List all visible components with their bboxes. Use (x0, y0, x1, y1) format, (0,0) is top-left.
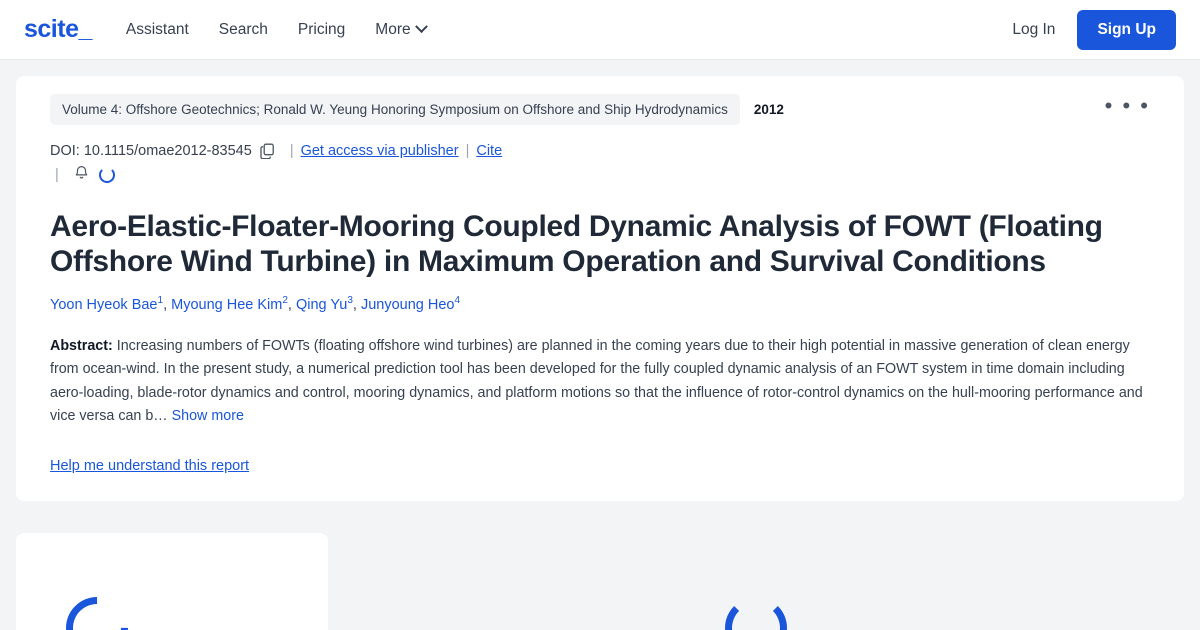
scite-logo[interactable]: scite_ (24, 15, 92, 43)
paper-card (16, 76, 1184, 501)
more-options-icon[interactable]: • • • (1104, 92, 1150, 118)
sign-up-button[interactable]: Sign Up (1077, 10, 1176, 50)
author-sep: , (163, 297, 172, 314)
page-body (0, 60, 1200, 517)
nav-item-label: Assistant (125, 20, 189, 38)
author-link[interactable] (50, 297, 163, 313)
nav-item-assistant[interactable] (126, 21, 189, 39)
author-link[interactable] (296, 297, 353, 313)
copy-icon[interactable] (260, 143, 275, 163)
main-nav (126, 21, 426, 39)
author-name: Qing Yu (295, 297, 348, 314)
chevron-down-icon (415, 20, 428, 33)
loading-section (0, 533, 1200, 630)
nav-item-more[interactable] (375, 21, 425, 39)
nav-item-pricing[interactable] (298, 21, 345, 39)
author-name: Junyoung Heo (360, 297, 455, 314)
author-affiliation-marker: 3 (347, 295, 353, 307)
nav-item-label: Pricing (297, 20, 346, 38)
page-title: Aero-Elastic-Floater-Mooring Coupled Dynamic Analysis of FOWT (Floating Offshore Wind Turbine) in Maximum Operation and Survival Conditions (50, 210, 1103, 279)
log-in-link[interactable]: Log In (1012, 20, 1056, 38)
author-link[interactable] (171, 297, 288, 313)
author-affiliation-marker: 4 (454, 295, 461, 307)
journal-venue-badge: Volume 4: Offshore Geotechnics; Ronald W. Yeung Honoring Symposium on Offshore and Ship Hydrodynamics (50, 94, 740, 125)
author-name: Myoung Hee Kim (171, 297, 283, 314)
nav-item-label: More (375, 20, 411, 38)
show-more-button[interactable]: Show more (171, 407, 244, 424)
get-access-link[interactable]: Get access via publisher (300, 143, 459, 159)
venue-row (50, 94, 1150, 125)
author-affiliation-marker: 2 (282, 295, 288, 307)
author-sep: , (287, 297, 296, 314)
doi-label: DOI: 10.1115/omae2012-83545 (50, 143, 252, 159)
author-affiliation-marker: 1 (157, 295, 164, 307)
bell-icon[interactable] (74, 165, 89, 185)
abstract-label: Abstract: (50, 338, 113, 355)
author-link[interactable] (361, 297, 460, 313)
header-actions (1012, 10, 1176, 50)
nav-item-label: Search (218, 20, 268, 38)
author-sep: , (352, 297, 361, 314)
publication-year: 2012 (753, 102, 784, 117)
author-list (50, 295, 1150, 313)
cite-link[interactable]: Cite (476, 143, 503, 159)
site-header (0, 0, 1200, 60)
nav-item-search[interactable] (219, 21, 268, 39)
help-understand-report-link[interactable]: Help me understand this report (50, 458, 250, 475)
abstract-block (50, 335, 1150, 428)
loading-spinner-icon (53, 584, 141, 630)
abstract-text: Increasing numbers of FOWTs (floating offshore wind turbines) are planned in the coming years due to their high potential in massive generation of clean energy from ocean-wind. In the present study, a numerical prediction tool has been developed for the fully coupled dynamic analysis of an FOWT system in time domain including aero-loading, blade-rotor dynamics and control, mooring dynamics, and platform motions so that the influence of rotor-control dynamics on the hull-mooring performance and vice versa can b… (50, 338, 1143, 424)
actions-separator: | (55, 167, 59, 183)
loading-spinner-icon (99, 167, 115, 183)
loading-card-right (328, 533, 1184, 630)
loading-card-left (16, 533, 328, 630)
loading-spinner-icon (725, 597, 787, 630)
doi-row (50, 141, 1150, 161)
cite-separator: | (465, 143, 470, 159)
doi-actions-row (50, 165, 1150, 185)
doi-separator: | (289, 143, 294, 159)
author-name: Yoon Hyeok Bae (50, 297, 158, 314)
